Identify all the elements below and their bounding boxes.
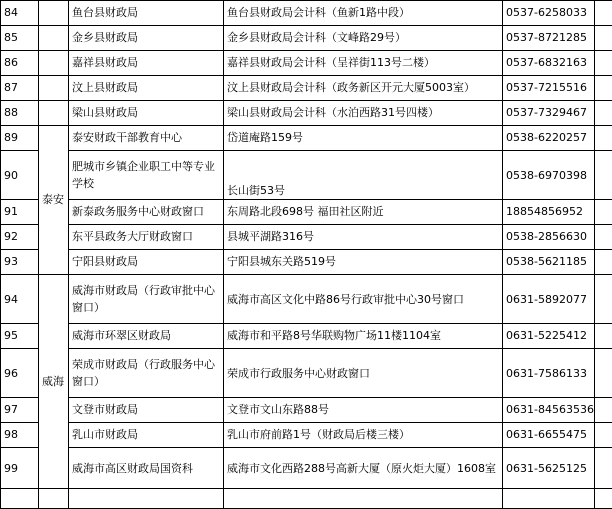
tail-cell bbox=[595, 324, 612, 349]
row-number: 85 bbox=[1, 26, 39, 51]
address: 长山街53号 bbox=[224, 151, 503, 200]
row-number: 86 bbox=[1, 51, 39, 76]
address: 荣成市行政服务中心财政窗口 bbox=[224, 349, 503, 398]
table-row bbox=[1, 26, 612, 51]
city-cell bbox=[39, 101, 69, 126]
address: 县城平湖路316号 bbox=[224, 225, 503, 250]
table-row bbox=[1, 126, 612, 151]
table-row-partial bbox=[1, 489, 612, 509]
phone: 0537-8721285 bbox=[503, 26, 595, 51]
unit-name: 荣成市财政局（行政服务中心窗口） bbox=[69, 349, 224, 398]
table-row bbox=[1, 448, 612, 489]
address: 鱼台县财政局会计科（鱼新1路中段） bbox=[224, 1, 503, 26]
phone: 18854856952 bbox=[503, 200, 595, 225]
address: 东周路北段698号 福田社区附近 bbox=[224, 200, 503, 225]
phone: 0631-5892077 bbox=[503, 275, 595, 324]
unit-name: 文登市财政局 bbox=[69, 398, 224, 423]
city-cell bbox=[39, 26, 69, 51]
tail-cell bbox=[595, 398, 612, 423]
unit-name: 威海市环翠区财政局 bbox=[69, 324, 224, 349]
unit-name: 肥城市乡镇企业职工中等专业学校 bbox=[69, 151, 224, 200]
tail-cell bbox=[595, 423, 612, 448]
table-row bbox=[1, 151, 612, 200]
row-number: 92 bbox=[1, 225, 39, 250]
unit-name: 威海市高区财政局国资科 bbox=[69, 448, 224, 489]
tail-cell bbox=[595, 349, 612, 398]
row-number: 88 bbox=[1, 101, 39, 126]
table-row bbox=[1, 101, 612, 126]
unit-name: 乳山市财政局 bbox=[69, 423, 224, 448]
table-row bbox=[1, 51, 612, 76]
table-row bbox=[1, 225, 612, 250]
tail-cell bbox=[595, 200, 612, 225]
phone: 0631-5225412 bbox=[503, 324, 595, 349]
unit-name: 梁山县财政局 bbox=[69, 101, 224, 126]
phone: 0631-6655475 bbox=[503, 423, 595, 448]
city-cell bbox=[39, 76, 69, 101]
tail-cell bbox=[595, 250, 612, 275]
address: 梁山县财政局会计科（水泊西路31号四楼） bbox=[224, 101, 503, 126]
phone: 0537-7215516 bbox=[503, 76, 595, 101]
unit-name: 金乡县财政局 bbox=[69, 26, 224, 51]
address: 威海市文化西路288号高新大厦（原火炬大厦）1608室 bbox=[224, 448, 503, 489]
row-number: 90 bbox=[1, 151, 39, 200]
row-number: 89 bbox=[1, 126, 39, 151]
address: 金乡县财政局会计科（文峰路29号） bbox=[224, 26, 503, 51]
city-taian: 泰安 bbox=[39, 126, 69, 275]
address: 文登市文山东路88号 bbox=[224, 398, 503, 423]
unit-name: 宁阳县财政局 bbox=[69, 250, 224, 275]
row-number: 91 bbox=[1, 200, 39, 225]
table-row bbox=[1, 76, 612, 101]
phone: 0538-5621185 bbox=[503, 250, 595, 275]
row-number: 94 bbox=[1, 275, 39, 324]
address: 宁阳县城东关路519号 bbox=[224, 250, 503, 275]
address: 乳山市府前路1号（财政局后楼三楼） bbox=[224, 423, 503, 448]
unit-name: 新泰政务服务中心财政窗口 bbox=[69, 200, 224, 225]
table-row bbox=[1, 324, 612, 349]
city-cell bbox=[39, 1, 69, 26]
tail-cell bbox=[595, 126, 612, 151]
row-number: 97 bbox=[1, 398, 39, 423]
row-number: 96 bbox=[1, 349, 39, 398]
phone: 0538-2856630 bbox=[503, 225, 595, 250]
phone: 0538-6970398 bbox=[503, 151, 595, 200]
address: 威海市和平路8号华联购物广场11楼1104室 bbox=[224, 324, 503, 349]
address: 岱道庵路159号 bbox=[224, 126, 503, 151]
address: 汶上县财政局会计科（政务新区开元大厦5003室） bbox=[224, 76, 503, 101]
table-row bbox=[1, 349, 612, 398]
unit-name: 东平县政务大厅财政窗口 bbox=[69, 225, 224, 250]
city-cell bbox=[39, 51, 69, 76]
unit-name: 鱼台县财政局 bbox=[69, 1, 224, 26]
phone: 0631-84563536 bbox=[503, 398, 595, 423]
row-number: 98 bbox=[1, 423, 39, 448]
tail-cell bbox=[595, 448, 612, 489]
table-row bbox=[1, 200, 612, 225]
tail-cell bbox=[595, 275, 612, 324]
city-weihai: 威海 bbox=[39, 275, 69, 489]
table-row bbox=[1, 250, 612, 275]
phone: 0631-7586133 bbox=[503, 349, 595, 398]
table-row bbox=[1, 1, 612, 26]
phone: 0537-6258033 bbox=[503, 1, 595, 26]
unit-name: 威海市财政局（行政审批中心窗口） bbox=[69, 275, 224, 324]
table-row bbox=[1, 398, 612, 423]
phone: 0538-6220257 bbox=[503, 126, 595, 151]
unit-name: 汶上县财政局 bbox=[69, 76, 224, 101]
row-number: 87 bbox=[1, 76, 39, 101]
phone: 0537-6832163 bbox=[503, 51, 595, 76]
tail-cell bbox=[595, 51, 612, 76]
table-row bbox=[1, 423, 612, 448]
unit-name: 泰安财政干部教育中心 bbox=[69, 126, 224, 151]
tail-cell bbox=[595, 1, 612, 26]
phone: 0537-7329467 bbox=[503, 101, 595, 126]
row-number: 99 bbox=[1, 448, 39, 489]
tail-cell bbox=[595, 225, 612, 250]
row-number: 93 bbox=[1, 250, 39, 275]
tail-cell bbox=[595, 151, 612, 200]
tail-cell bbox=[595, 101, 612, 126]
phone: 0631-5625125 bbox=[503, 448, 595, 489]
table-row bbox=[1, 275, 612, 324]
address: 嘉祥县财政局会计科（呈祥街113号二楼） bbox=[224, 51, 503, 76]
tail-cell bbox=[595, 76, 612, 101]
address: 威海市高区文化中路86号行政审批中心30号窗口 bbox=[224, 275, 503, 324]
unit-name: 嘉祥县财政局 bbox=[69, 51, 224, 76]
row-number: 95 bbox=[1, 324, 39, 349]
tail-cell bbox=[595, 26, 612, 51]
row-number: 84 bbox=[1, 1, 39, 26]
